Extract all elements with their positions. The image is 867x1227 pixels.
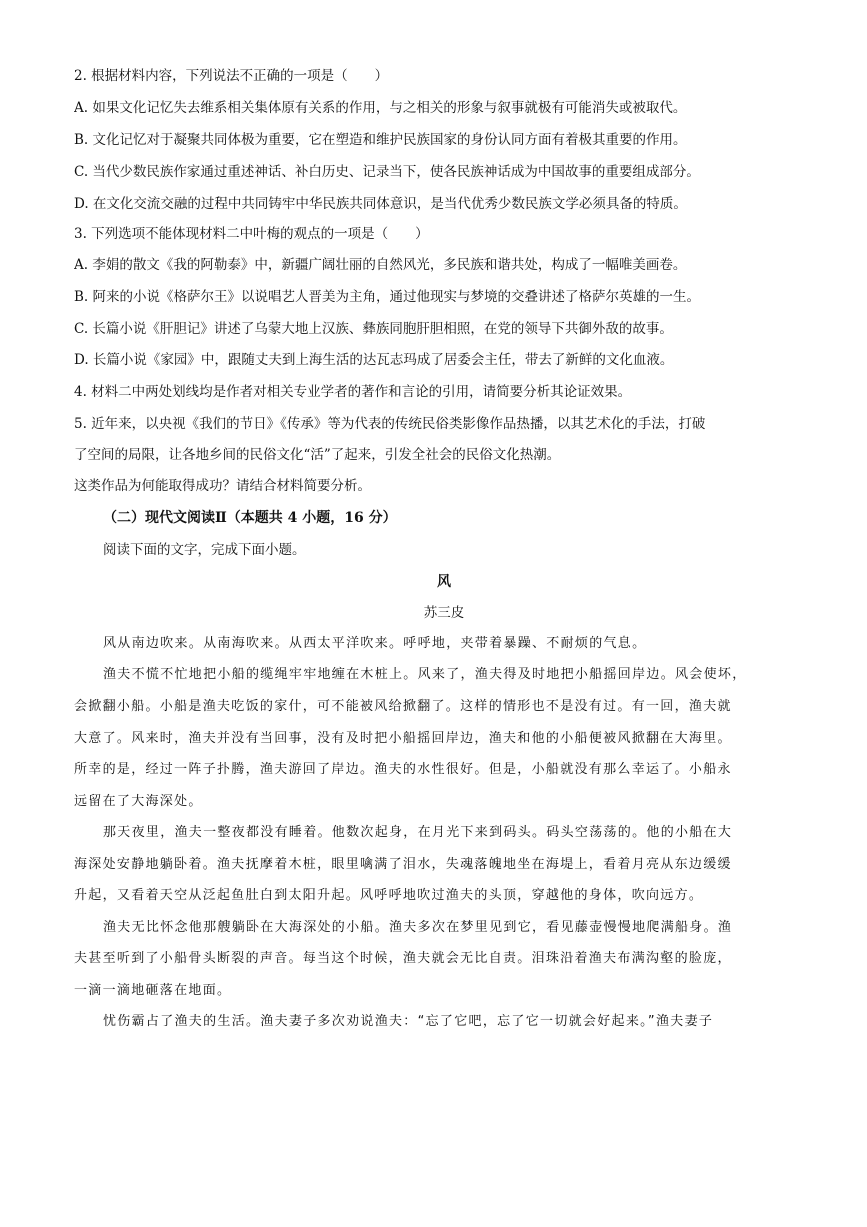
question-3-option-d: D. 长篇小说《家园》中，跟随丈夫到上海生活的达瓦志玛成了居委会主任，带去了新鲜的文化血液。 xyxy=(74,352,674,368)
story-line: 大意了。风来时，渔夫并没有当回事，没有及时把小船摇回岸边，渔夫和他的小船便被风掀翻在大海里。 xyxy=(74,731,732,746)
story-line: 会掀翻小船。小船是渔夫吃饭的家什，可不能被风给掀翻了。这样的情形也不是没有过。有一回，渔夫就 xyxy=(74,699,732,714)
question-2-option-d: D. 在文化交流交融的过程中共同铸牢中华民族共同体意识，是当代优秀少数民族文学必须具备的特质。 xyxy=(74,196,687,212)
question-3-option-c: C. 长篇小说《肝胆记》讲述了乌蒙大地上汉族、彝族同胞肝胆相照，在党的领导下共御外敌的故事。 xyxy=(74,321,673,337)
question-5-line-3: 这类作品为何能取得成功？请结合材料简要分析。 xyxy=(74,478,371,494)
question-3-option-b: B. 阿来的小说《格萨尔王》以说唱艺人晋美为主角，通过他现实与梦境的交叠讲述了格萨尔英雄的一生。 xyxy=(74,289,701,305)
story-line: 海深处安静地躺卧着。渔夫抚摩着木桩，眼里噙满了泪水，失魂落魄地坐在海堤上，看着月亮从东边缓缓 xyxy=(74,857,732,872)
story-line: 渔夫无比怀念他那艘躺卧在大海深处的小船。渔夫多次在梦里见到它，看见藤壶慢慢地爬满船身。渔 xyxy=(103,920,733,935)
story-line: 升起，又看着天空从泛起鱼肚白到太阳升起。风呼呼地吹过渔夫的头顶，穿越他的身体，吹向远方。 xyxy=(74,888,704,903)
question-2-stem: 2. 根据材料内容，下列说法不正确的一项是（ ） xyxy=(74,68,389,84)
question-2-option-a: A. 如果文化记忆失去维系相关集体原有关系的作用，与之相关的形象与叙事就极有可能消失或被取代。 xyxy=(74,100,687,116)
story-line: 远留在了大海深处。 xyxy=(74,794,203,809)
story-line: 所幸的是，经过一阵子扑腾，渔夫游回了岸边。渔夫的水性很好。但是，小船就没有那么幸运了。小船永 xyxy=(74,762,732,777)
question-5-line-2: 了空间的局限，让各地乡间的民俗文化“活”了起来，引发全社会的民俗文化热潮。 xyxy=(74,447,561,463)
question-5-line-1: 5. 近年来，以央视《我们的节日》《传承》等为代表的传统民俗类影像作品热播，以其艺术化的手法，打破 xyxy=(74,416,706,432)
story-title: 风 xyxy=(437,574,451,590)
story-line: 忧伤霸占了渔夫的生活。渔夫妻子多次劝说渔夫：“忘了它吧，忘了它一切就会好起来。”渔夫妻子 xyxy=(103,1014,714,1029)
story-author: 苏三皮 xyxy=(423,605,465,621)
question-3-stem: 3. 下列选项不能体现材料二中叶梅的观点的一项是（ ） xyxy=(74,226,429,242)
question-4-stem: 4. 材料二中两处划线均是作者对相关专业学者的著作和言论的引用，请简要分析其论证效果。 xyxy=(74,384,632,400)
story-line: 一滴一滴地砸落在地面。 xyxy=(74,983,232,998)
section-instruction: 阅读下面的文字，完成下面小题。 xyxy=(103,542,306,558)
story-line: 那天夜里，渔夫一整夜都没有睡着。他数次起身，在月光下来到码头。码头空荡荡的。他的小船在大 xyxy=(103,825,733,840)
question-2-option-c: C. 当代少数民族作家通过重述神话、补白历史、记录当下，使各民族神话成为中国故事的重要组成部分。 xyxy=(74,164,700,180)
story-line: 渔夫不慌不忙地把小船的缆绳牢牢地缠在木桩上。风来了，渔夫得及时地把小船摇回岸边。风会使坏， xyxy=(103,667,747,682)
section-title: （二）现代文阅读Ⅱ（本题共 4 小题，16 分） xyxy=(103,510,397,526)
story-line: 风从南边吹来。从南海吹来。从西太平洋吹来。呼呼地，夹带着暴躁、不耐烦的气息。 xyxy=(103,636,647,651)
question-3-option-a: A. 李娟的散文《我的阿勒泰》中，新疆广阔壮丽的自然风光，多民族和谐共处，构成了一幅唯美画卷。 xyxy=(74,257,687,273)
question-2-option-b: B. 文化记忆对于凝聚共同体极为重要，它在塑造和维护民族国家的身份认同方面有着极其重要的作用。 xyxy=(74,132,687,148)
story-line: 夫甚至听到了小船骨头断裂的声音。每当这个时候，渔夫就会无比自责。泪珠沿着渔夫布满沟壑的脸庞， xyxy=(74,951,732,966)
